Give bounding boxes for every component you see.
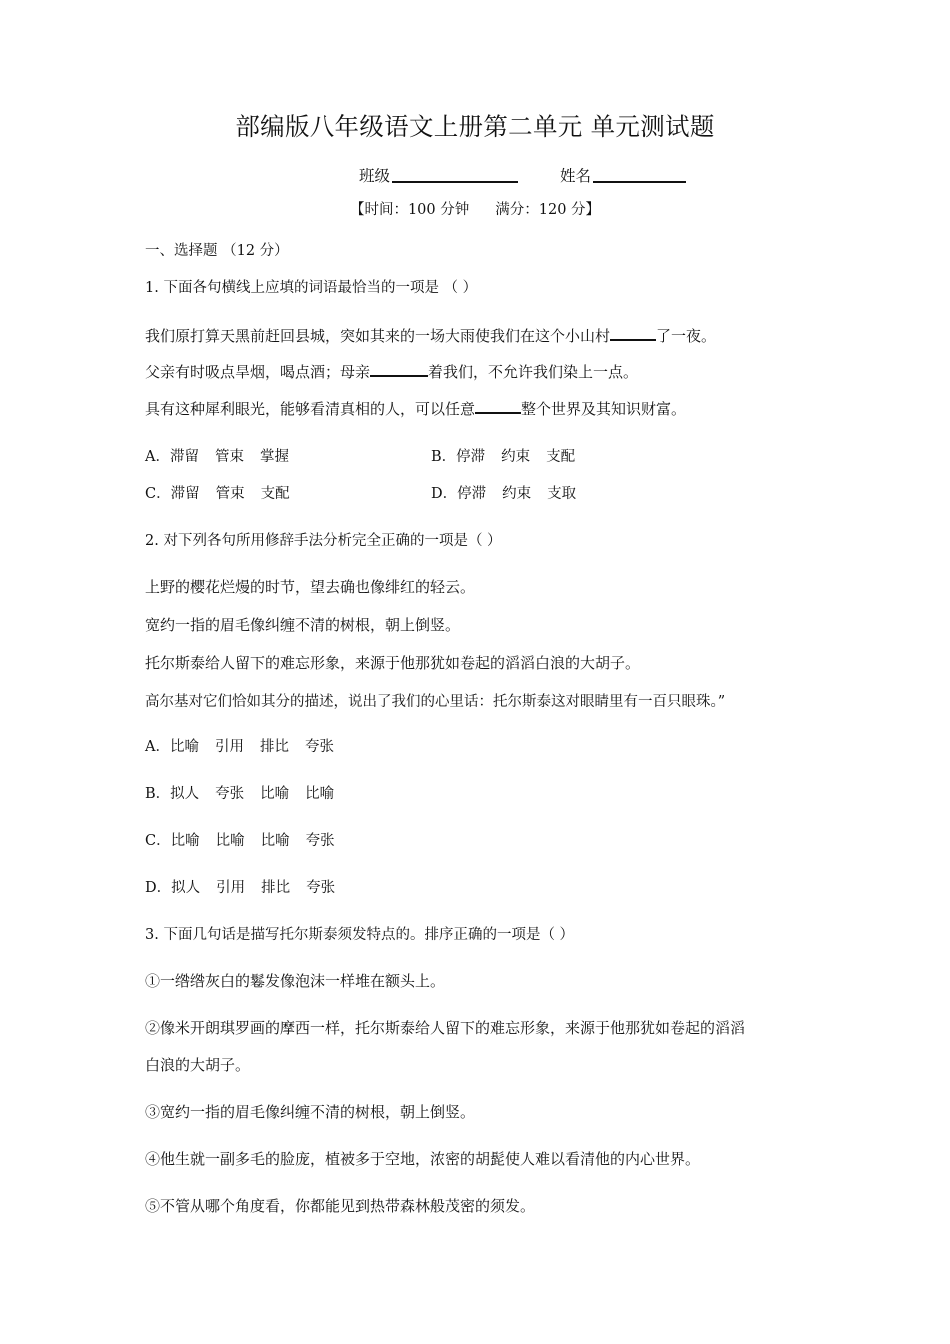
option-word: 夸张 bbox=[304, 739, 334, 755]
q2-option-d bbox=[145, 876, 351, 897]
option-letter: A． bbox=[145, 739, 170, 755]
question-2-sentence-4: 高尔基对它们恰如其分的描述，说出了我们的心里话：托尔斯泰这对眼睛里有一百只眼珠。” bbox=[145, 694, 726, 710]
option-word: 排比 bbox=[261, 880, 291, 896]
question-1-sentence-1 bbox=[145, 325, 716, 346]
q1-option-a bbox=[145, 445, 305, 466]
question-2-sentence-1: 上野的樱花烂熳的时节，望去确也像绯红的轻云。 bbox=[145, 578, 476, 596]
option-word: 比喻 bbox=[169, 739, 199, 755]
sentence-text: 整个世界及其知识财富。 bbox=[521, 400, 687, 418]
question-2-stem: 2. 对下列各句所用修辞手法分析完全正确的一项是（ ） bbox=[145, 533, 502, 549]
sentence-text: 具有这种犀利眼光，能够看清真相的人，可以任意 bbox=[145, 400, 476, 418]
q1-option-c bbox=[145, 482, 306, 503]
option-word: 比喻 bbox=[215, 833, 245, 849]
score-info: 满分：120 分】 bbox=[495, 202, 601, 218]
option-word: 引用 bbox=[214, 739, 244, 755]
question-3-item-1: ①一绺绺灰白的鬈发像泡沫一样堆在额头上。 bbox=[145, 972, 446, 990]
question-1-sentence-3 bbox=[145, 398, 686, 419]
name-fill-line bbox=[593, 181, 686, 183]
q1-option-b bbox=[431, 445, 591, 466]
question-3-item-5: ⑤不管从哪个角度看，你都能见到热带森林般茂密的须发。 bbox=[145, 1197, 536, 1215]
question-3-item-3: ③宽约一指的眉毛像纠缠不清的树根，朝上倒竖。 bbox=[145, 1103, 476, 1121]
option-word: 比喻 bbox=[260, 833, 290, 849]
q2-option-c bbox=[145, 829, 351, 850]
option-word: 夸张 bbox=[215, 786, 245, 802]
option-word: 夸张 bbox=[305, 833, 335, 849]
option-word: 约束 bbox=[502, 486, 532, 502]
option-word: 滞留 bbox=[170, 486, 200, 502]
sentence-text: 着我们，不允许我们染上一点。 bbox=[428, 363, 639, 381]
q2-option-b bbox=[145, 782, 350, 803]
answer-blank bbox=[610, 325, 656, 341]
option-word: 夸张 bbox=[306, 880, 336, 896]
answer-blank bbox=[370, 361, 428, 377]
option-word: 管束 bbox=[215, 486, 245, 502]
question-2-sentence-3: 托尔斯泰给人留下的难忘形象，来源于他那犹如卷起的滔滔白浪的大胡子。 bbox=[145, 654, 641, 672]
question-3-item-4: ④他生就一副多毛的脸庞，植被多于空地，浓密的胡髭使人难以看清他的内心世界。 bbox=[145, 1150, 701, 1168]
option-word: 掌握 bbox=[259, 449, 289, 465]
question-3-item-2: ②像米开朗琪罗画的摩西一样，托尔斯泰给人留下的难忘形象，来源于他那犹如卷起的滔滔 bbox=[145, 1019, 746, 1037]
answer-blank bbox=[475, 398, 521, 414]
option-word: 支配 bbox=[546, 449, 576, 465]
question-1-sentence-2 bbox=[145, 361, 638, 382]
option-letter: C． bbox=[145, 833, 171, 849]
section-heading: 一、选择题 （12 分） bbox=[145, 243, 289, 259]
option-word: 支配 bbox=[260, 486, 290, 502]
question-3-stem: 3. 下面几句话是描写托尔斯泰须发特点的。排序正确的一项是（ ） bbox=[145, 927, 575, 943]
option-letter: D． bbox=[145, 880, 172, 896]
option-letter: B． bbox=[431, 449, 457, 465]
q1-option-d bbox=[431, 482, 592, 503]
option-word: 拟人 bbox=[170, 786, 200, 802]
exam-meta bbox=[0, 198, 950, 219]
name-label: 姓名 bbox=[560, 167, 592, 185]
option-word: 管束 bbox=[214, 449, 244, 465]
option-word: 支取 bbox=[547, 486, 577, 502]
option-letter: C． bbox=[145, 486, 171, 502]
question-3-item-2-cont: 白浪的大胡子。 bbox=[145, 1056, 251, 1074]
question-2-sentence-2: 宽约一指的眉毛像纠缠不清的树根，朝上倒竖。 bbox=[145, 616, 461, 634]
option-word: 约束 bbox=[501, 449, 531, 465]
time-info: 【时间：100 分钟 bbox=[349, 202, 470, 218]
option-word: 比喻 bbox=[170, 833, 200, 849]
option-letter: A． bbox=[145, 449, 170, 465]
option-word: 比喻 bbox=[305, 786, 335, 802]
option-word: 停滞 bbox=[456, 449, 486, 465]
q2-option-a bbox=[145, 735, 350, 756]
option-word: 比喻 bbox=[260, 786, 290, 802]
class-fill-line bbox=[392, 181, 518, 183]
page-title: 部编版八年级语文上册第二单元 单元测试题 bbox=[235, 112, 715, 141]
question-1-stem: 1. 下面各句横线上应填的词语最恰当的一项是 （ ） bbox=[145, 280, 478, 296]
option-word: 排比 bbox=[259, 739, 289, 755]
option-word: 引用 bbox=[216, 880, 246, 896]
option-letter: D． bbox=[431, 486, 458, 502]
sentence-text: 我们原打算天黑前赶回县城，突如其来的一场大雨使我们在这个小山村 bbox=[145, 327, 611, 345]
class-label: 班级 bbox=[359, 167, 391, 185]
option-word: 停滞 bbox=[457, 486, 487, 502]
option-word: 拟人 bbox=[171, 880, 201, 896]
sentence-text: 了一夜。 bbox=[656, 327, 717, 345]
option-letter: B． bbox=[145, 786, 171, 802]
option-word: 滞留 bbox=[169, 449, 199, 465]
sentence-text: 父亲有时吸点旱烟，喝点酒；母亲 bbox=[145, 363, 371, 381]
